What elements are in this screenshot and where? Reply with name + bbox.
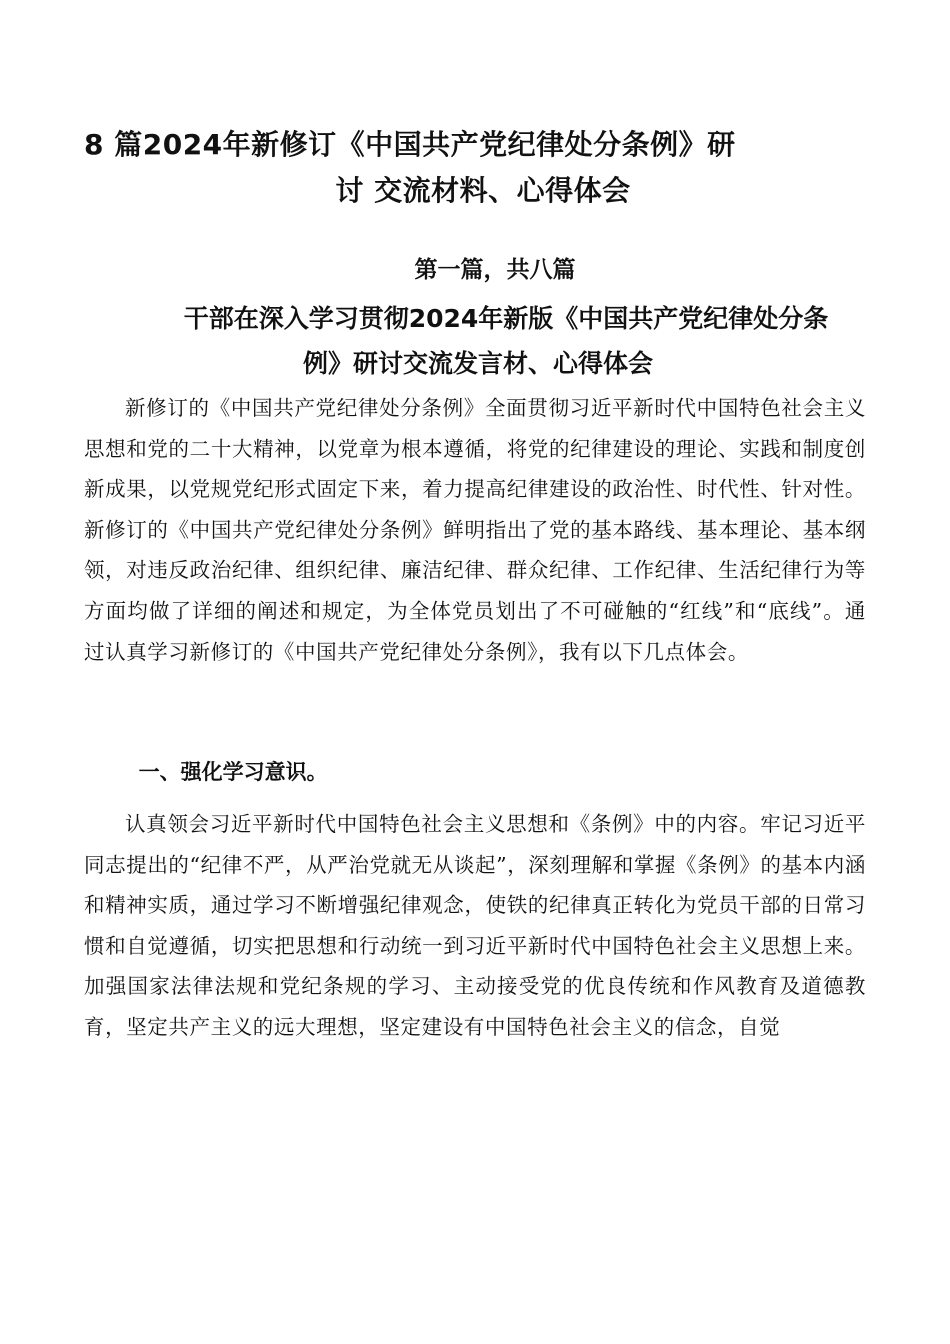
section-heading-1: 一、强化学习意识。: [138, 760, 328, 784]
document-title-line-2: 讨 交流材料、心得体会: [335, 174, 631, 207]
document-title-line-1: 8 篇2024年新修订《中国共产党纪律处分条例》研: [84, 128, 736, 161]
document-title: [84, 122, 866, 214]
body-paragraph-2: 认真领会习近平新时代中国特色社会主义思想和《条例》中的内容。牢记习近平同志提出的“纪律不严，从严治党就无从谈起”，深刻理解和掌握《条例》的基本内涵和精神实质，通过学习不断增强纪律观念，使铁的纪律真正转化为党员干部的日常习惯和自觉遵循，切实把思想和行动统一到习近平新时代中国特色社会主义思想上来。加强国家法律法规和党纪条规的学习、主动接受党的优良传统和作风教育及道德教育，坚定共产主义的远大理想，坚定建设有中国特色社会主义的信念，自觉: [84, 812, 866, 1039]
article-subtitle: [84, 296, 866, 386]
article-subtitle-line-2: 例》研讨交流发言材、心得体会: [302, 349, 653, 378]
article-subtitle-line-1: 干部在深入学习贯彻2024年新版《中国共产党纪律处分条: [183, 304, 829, 333]
part-label: 第一篇，共八篇: [414, 257, 576, 283]
body-paragraph-1: 新修订的《中国共产党纪律处分条例》全面贯彻习近平新时代中国特色社会主义思想和党的二十大精神，以党章为根本遵循，将党的纪律建设的理论、实践和制度创新成果，以党规党纪形式固定下来，着力提高纪律建设的政治性、时代性、针对性。新修订的《中国共产党纪律处分条例》鲜明指出了党的基本路线、基本理论、基本纲领，对违反政治纪律、组织纪律、廉洁纪律、群众纪律、工作纪律、生活纪律行为等方面均做了详细的阐述和规定，为全体党员划出了不可碰触的“红线”和“底线”。通过认真学习新修订的《中国共产党纪律处分条例》，我有以下几点体会。: [84, 396, 866, 664]
